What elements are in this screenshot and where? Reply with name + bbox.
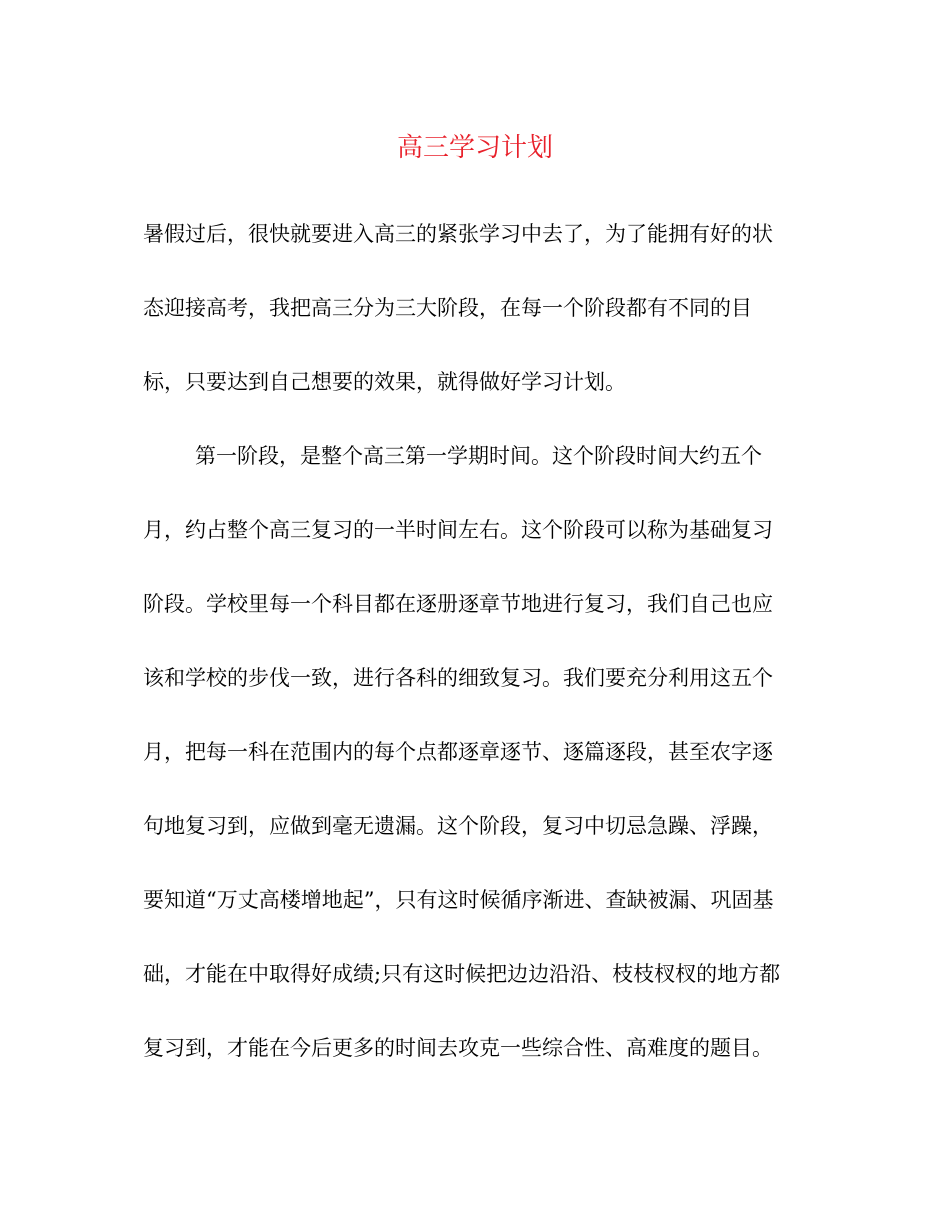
body-line: 句地复习到，应做到毫无遗漏。这个阶段，复习中切忌急躁、浮躁， — [143, 814, 773, 838]
body-line: 月，把每一科在范围内的每个点都逐章逐节、逐篇逐段，甚至农字逐 — [143, 740, 773, 764]
body-line: 础，才能在中取得好成绩;只有这时候把边边沿沿、枝枝杈杈的地方都 — [143, 962, 781, 986]
document-title: 高三学习计划 — [396, 133, 553, 163]
body-line: 态迎接高考，我把高三分为三大阶段，在每一个阶段都有不同的目 — [143, 296, 752, 320]
body-line: 月，约占整个高三复习的一半时间左右。这个阶段可以称为基础复习 — [143, 518, 773, 542]
body-line: 复习到，才能在今后更多的时间去攻克一些综合性、高难度的题目。 — [143, 1036, 773, 1060]
body-line: 标，只要达到自己想要的效果，就得做好学习计划。 — [143, 370, 626, 394]
body-line: 该和学校的步伐一致，进行各科的细致复习。我们要充分利用这五个 — [143, 666, 773, 690]
body-line: 阶段。学校里每一个科目都在逐册逐章节地进行复习，我们自己也应 — [143, 592, 773, 616]
body-line: 暑假过后，很快就要进入高三的紧张学习中去了，为了能拥有好的状 — [143, 222, 773, 246]
body-line: 要知道“万丈高楼增地起”，只有这时候循序渐进、查缺被漏、巩固基 — [143, 888, 774, 912]
document-body — [143, 209, 813, 1097]
body-line-paragraph-start: 第一阶段，是整个高三第一学期时间。这个阶段时间大约五个 — [195, 444, 762, 468]
